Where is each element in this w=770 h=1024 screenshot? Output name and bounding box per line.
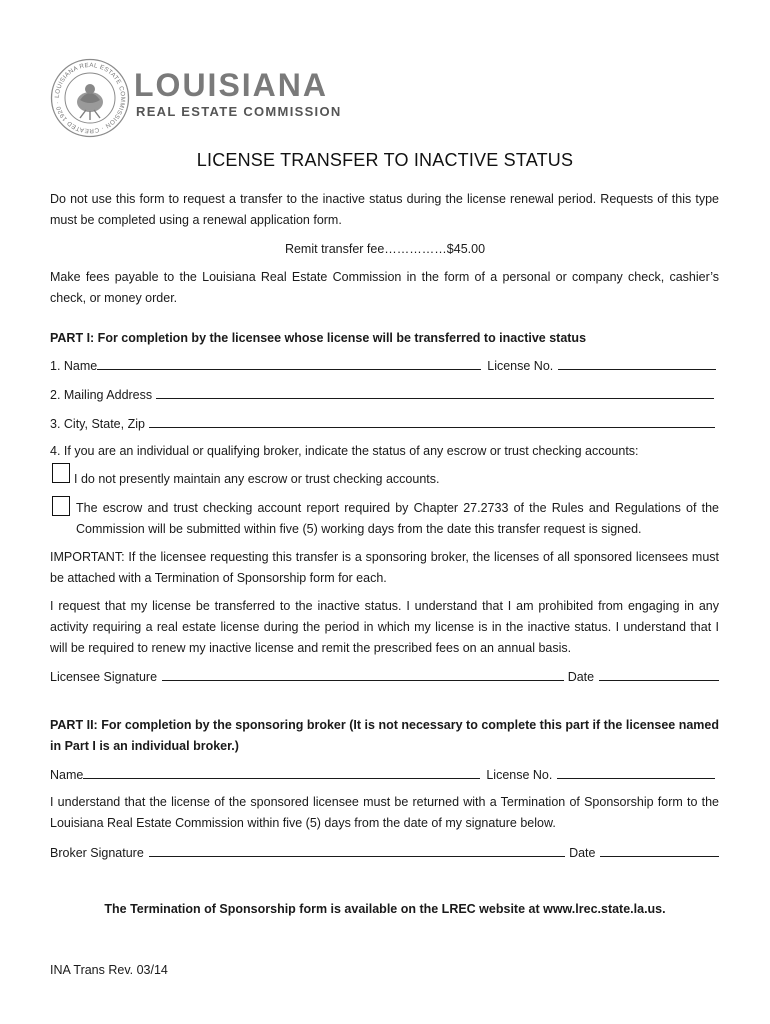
broker-signature-row <box>50 842 719 864</box>
licensee-date-label: Date <box>567 670 595 684</box>
broker-name-field[interactable] <box>83 764 480 779</box>
broker-license-number-field[interactable] <box>557 764 715 779</box>
licensee-signature-row <box>50 666 719 688</box>
no-escrow-checkbox[interactable] <box>52 463 70 483</box>
part2-heading: PART II: For completion by the sponsoring broker (It is not necessary to complete this part if the licensee named in Part I is an individual broker.) <box>50 718 719 753</box>
fee-line: Remit transfer fee……………$45.00 <box>284 242 486 256</box>
no-escrow-option: I do not presently maintain any escrow or trust checking accounts. <box>74 472 440 486</box>
escrow-question: 4. If you are an individual or qualifying broker, indicate the status of any escrow or trust checking accounts: <box>50 444 639 458</box>
svg-text:LOUISIANA REAL ESTATE COMMISSI: LOUISIANA REAL ESTATE COMMISSION · CREATED 1920 · <box>53 61 127 135</box>
broker-license-label: License No. <box>486 768 553 782</box>
payable-paragraph: Make fees payable to the Louisiana Real Estate Commission in the form of a personal or company check, cashier’s check, or money order. <box>50 270 719 305</box>
licensee-signature-label: Licensee Signature <box>50 670 158 684</box>
name-label: 1. Name <box>50 359 98 373</box>
part1-city-row <box>50 413 719 435</box>
name-field[interactable] <box>97 355 481 370</box>
broker-signature-field[interactable] <box>149 842 565 857</box>
license-number-field[interactable] <box>558 355 716 370</box>
part1-mailing-row <box>50 384 719 406</box>
broker-date-field[interactable] <box>600 842 719 857</box>
licensee-signature-field[interactable] <box>162 666 564 681</box>
mailing-address-field[interactable] <box>156 384 714 399</box>
city-state-zip-label: 3. City, State, Zip <box>50 417 145 431</box>
license-label: License No. <box>487 359 554 373</box>
logo-name: LOUISIANA <box>134 67 328 103</box>
logo-subtitle: REAL ESTATE COMMISSION <box>136 104 342 119</box>
footer-note: The Termination of Sponsorship form is available on the LREC website at www.lrec.state.la.us. <box>104 902 666 916</box>
city-state-zip-field[interactable] <box>149 413 715 428</box>
page-title: LICENSE TRANSFER TO INACTIVE STATUS <box>196 150 574 170</box>
part1-name-row <box>50 355 719 377</box>
licensee-date-field[interactable] <box>599 666 719 681</box>
lrec-logo <box>50 58 370 138</box>
broker-name-label: Name <box>50 768 84 782</box>
broker-signature-label: Broker Signature <box>50 846 144 860</box>
escrow-report-checkbox[interactable] <box>52 496 70 516</box>
broker-date-label: Date <box>569 846 596 860</box>
escrow-report-option: The escrow and trust checking account report required by Chapter 27.2733 of the Rules and Regulations of the Commission will be submitted within five (5) working days from the date this transfer request is signed. <box>76 501 719 536</box>
request-paragraph: I request that my license be transferred to the inactive status. I understand that I am prohibited from engaging in any activity requiring a real estate license during the period in which my license is in the inactive status. I understand that I will be required to renew my inactive license and remit the prescribed fees on an annual basis. <box>50 599 719 655</box>
part1-heading: PART I: For completion by the licensee whose license will be transferred to inactive status <box>50 331 587 345</box>
important-paragraph: IMPORTANT: If the licensee requesting this transfer is a sponsoring broker, the licenses of all sponsored licensees must be attached with a Termination of Sponsorship form for each. <box>50 550 719 585</box>
part2-name-row <box>50 764 719 786</box>
state-seal-icon <box>50 58 130 138</box>
understand-paragraph: I understand that the license of the sponsored licensee must be returned with a Termination of Sponsorship form to the Louisiana Real Estate Commission within five (5) days from the date of my signature below. <box>50 795 719 830</box>
mailing-address-label: 2. Mailing Address <box>50 388 153 402</box>
revision-label: INA Trans Rev. 03/14 <box>50 963 168 977</box>
intro-paragraph: Do not use this form to request a transfer to the inactive status during the license renewal period. Requests of this type must be completed using a renewal application form. <box>50 192 719 227</box>
